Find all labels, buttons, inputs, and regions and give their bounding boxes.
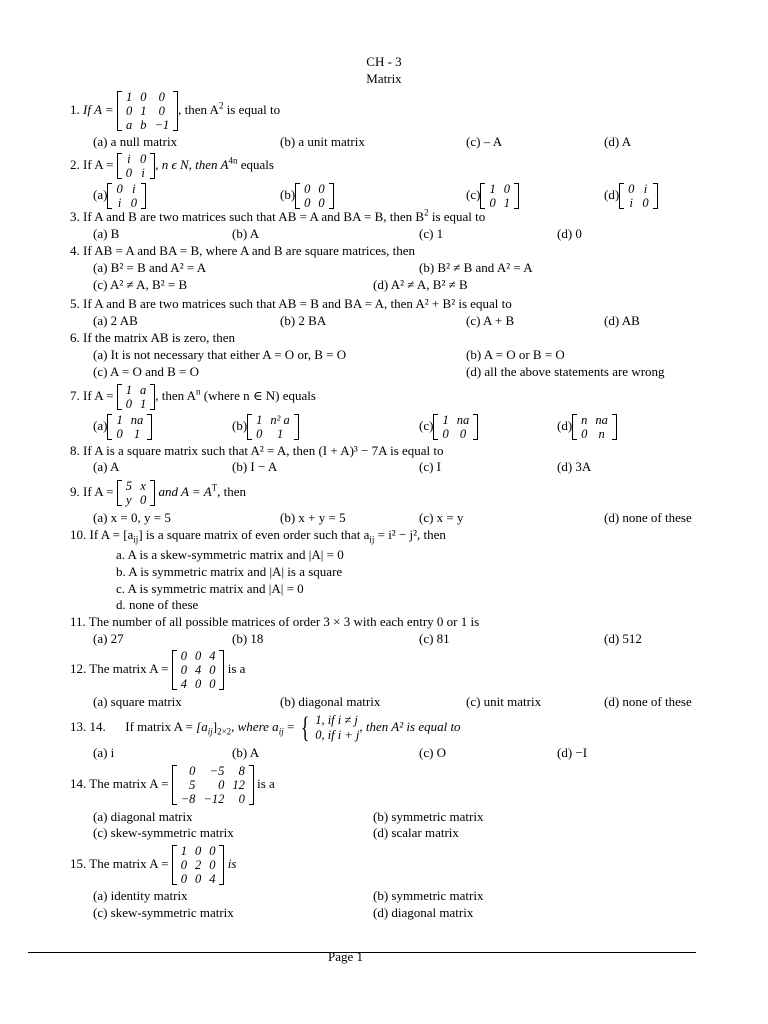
- matrix-cell: 0: [642, 196, 649, 211]
- matrix-q14: [172, 764, 254, 806]
- q3-option-c: (c) 1: [419, 226, 444, 241]
- matrix-cell: 0: [459, 427, 467, 442]
- q13-option-a: (a) i: [93, 745, 115, 760]
- matrix-row: [112, 196, 141, 210]
- matrix-cell: 1: [140, 104, 147, 119]
- matrix-cell: b: [140, 118, 147, 133]
- q12-option-b: (b) diagonal matrix: [280, 694, 381, 709]
- matrix-cell: 4: [209, 649, 216, 664]
- q7-option-c: (c) 1 na 0 0: [419, 410, 478, 442]
- matrix-row: [177, 764, 249, 778]
- matrix-cell: 0: [209, 858, 216, 873]
- q14-option-b: (b) symmetric matrix: [373, 809, 484, 824]
- matrix-cell: 1: [442, 413, 449, 428]
- q3-option-b: (b) A: [232, 226, 260, 241]
- matrix-row: [438, 427, 473, 441]
- matrix-cell: 4: [209, 872, 216, 887]
- matrix-row: [438, 413, 473, 427]
- matrix-cell: i: [132, 182, 136, 197]
- matrix-q2-a: [107, 182, 146, 210]
- matrix-row: [122, 397, 151, 411]
- matrix-cell: i: [127, 152, 131, 167]
- matrix-q9: [117, 479, 156, 507]
- piecewise-cases: 1, if i ≠ j 0, if i + j: [315, 713, 360, 743]
- matrix-row: [485, 196, 514, 210]
- matrix-cell: 1: [133, 427, 141, 442]
- matrix-row: [177, 792, 249, 806]
- matrix-row: [122, 383, 151, 397]
- matrix-cell: 0: [140, 90, 147, 105]
- matrix-q7-a: [107, 413, 152, 441]
- question-8: 8. If A is a square matrix such that A² = A, then (I + A)³ − 7A is equal to: [70, 443, 444, 458]
- matrix-cell: 0: [158, 104, 165, 119]
- q15-option-d: (d) diagonal matrix: [373, 905, 474, 920]
- question-1: 1. If A = 1 0 0 0 1 0 a b −1 , then $A^2$ is equal to: [70, 90, 281, 133]
- question-5: 5. If A and B are two matrices such that AB = B and BA = A, then A² + B² is equal to: [70, 296, 512, 311]
- matrix-cell: 0: [180, 663, 187, 678]
- matrix-row: [122, 166, 151, 180]
- matrix-cell: 0: [442, 427, 449, 442]
- q6-option-a: (a) It is not necessary that either A = O or, B = O: [93, 347, 347, 362]
- matrix-row: [577, 427, 612, 441]
- q8-option-b: (b) I − A: [232, 459, 278, 474]
- q1-option-a: (a) a null matrix: [93, 134, 178, 149]
- matrix-cell: 0: [318, 182, 325, 197]
- matrix-cell: 0: [218, 778, 225, 793]
- matrix-row: [177, 677, 220, 691]
- matrix-cell: 0: [489, 196, 496, 211]
- matrix-cell: 1: [256, 413, 263, 428]
- q6-option-c: (c) A = O and B = O: [93, 364, 200, 379]
- q13-option-c: (c) O: [419, 745, 447, 760]
- q1-option-d: (d) A: [604, 134, 632, 149]
- matrix-cell: 0: [628, 182, 635, 197]
- chapter-heading: CH - 3: [366, 54, 402, 69]
- matrix-q2-b: [295, 182, 334, 210]
- matrix-cell: 0: [125, 397, 132, 412]
- question-14: 14. The matrix A = 0 −5 8 5 0 12 −8 −12 0 is a: [70, 764, 275, 807]
- question-13: 13. 14. If matrix $A = [a_{ij}]_{2\times 2}$, where $a_{ij}$ = { 1, if i ≠ j 0, if i + j, then A² is equal to: [70, 711, 461, 745]
- matrix-cell: na: [130, 413, 144, 428]
- matrix-cell: 0: [256, 427, 263, 442]
- q6-option-d: (d) all the above statements are wrong: [466, 364, 665, 379]
- q8-option-d: (d) 3A: [557, 459, 592, 474]
- matrix-row: [177, 858, 220, 872]
- matrix-cell: −8: [180, 792, 196, 807]
- matrix-cell: 0: [194, 649, 202, 664]
- matrix-cell: 1: [503, 196, 510, 211]
- q11-option-b: (b) 18: [232, 631, 264, 646]
- matrix-cell: 5: [125, 479, 132, 494]
- q11-option-a: (a) 27: [93, 631, 124, 646]
- matrix-cell: 1: [125, 90, 133, 105]
- matrix-cell: 4: [180, 677, 187, 692]
- q1-option-b: (b) a unit matrix: [280, 134, 365, 149]
- matrix-row: [300, 182, 329, 196]
- q9-option-a: (a) x = 0, y = 5: [93, 510, 171, 525]
- q11-option-c: (c) 81: [419, 631, 450, 646]
- matrix-row: [577, 413, 612, 427]
- q7-option-a: (a) 1 na 0 1: [93, 410, 152, 442]
- matrix-q7-b: [247, 413, 299, 441]
- topic-heading: Matrix: [366, 71, 402, 86]
- matrix-cell: a: [139, 383, 147, 398]
- question-10: 10. If $A = [a_{ij}]$ is a square matrix of even order such that $a_{ij} = i^2 - j^2$, then: [70, 527, 446, 545]
- matrix-row: [122, 118, 173, 132]
- matrix-row: [122, 90, 173, 104]
- matrix-cell: i: [643, 182, 648, 197]
- q8-option-a: (a) A: [93, 459, 120, 474]
- q15-option-c: (c) skew-symmetric matrix: [93, 905, 234, 920]
- matrix-row: [485, 182, 514, 196]
- matrix-row: [122, 152, 151, 166]
- matrix-cell: a: [125, 118, 133, 133]
- matrix-cell: 0: [194, 844, 202, 859]
- q10-option-a: a. A is a skew-symmetric matrix and |A| = 0: [116, 547, 344, 562]
- question-15: 15. The matrix A = 1 0 0 0 2 0 0 0 4 is: [70, 844, 237, 887]
- q14-option-a: (a) diagonal matrix: [93, 809, 193, 824]
- matrix-cell: 1: [125, 383, 132, 398]
- q12-option-c: (c) unit matrix: [466, 694, 542, 709]
- matrix-cell: 0: [125, 166, 132, 181]
- matrix-cell: −5: [209, 764, 225, 779]
- q12-option-d: (d) none of these: [604, 694, 692, 709]
- matrix-cell: 1: [139, 397, 147, 412]
- matrix-row: [300, 196, 329, 210]
- matrix-q7-c: [433, 413, 478, 441]
- q12-option-a: (a) square matrix: [93, 694, 182, 709]
- q13-option-b: (b) A: [232, 745, 260, 760]
- matrix-cell: n² a: [270, 413, 290, 428]
- matrix-row: [112, 427, 147, 441]
- matrix-cell: n: [581, 413, 588, 428]
- question-9: 9. If A = 5 x y 0 and $A = A^T$, then: [70, 479, 247, 508]
- q4-option-c: (c) A² ≠ A, B² = B: [93, 277, 188, 292]
- matrix-cell: 0: [503, 182, 510, 197]
- question-12: 12. The matrix A = 0 0 4 0 4 0 4 0 0 is a: [70, 649, 246, 692]
- matrix-cell: 0: [180, 872, 187, 887]
- q2-option-d: (d) 0 i i 0: [604, 179, 658, 211]
- matrix-cell: 4: [194, 663, 202, 678]
- matrix-q15: [172, 844, 225, 886]
- matrix-row: [177, 778, 249, 792]
- matrix-cell: 12: [232, 778, 245, 793]
- q15-option-a: (a) identity matrix: [93, 888, 188, 903]
- q10-option-b: b. A is symmetric matrix and |A| is a square: [116, 564, 343, 579]
- q10-option-d: d. none of these: [116, 597, 199, 612]
- matrix-cell: na: [595, 413, 608, 428]
- matrix-row: [252, 427, 294, 441]
- question-2: 2. If A = i 0 0 i , n ϵ N, then $A^{4n}$ equals: [70, 152, 274, 181]
- matrix-cell: i: [141, 166, 145, 181]
- question-7: 7. If A = 1 a 0 1 , then $A^n$ (where n ∈ N) equals: [70, 383, 316, 412]
- matrix-cell: 0: [318, 196, 325, 211]
- matrix-cell: −12: [203, 792, 225, 807]
- matrix-q12: [172, 649, 225, 691]
- case-brace: {: [300, 711, 310, 745]
- q2-option-c: (c) 1 0 0 1: [466, 179, 519, 211]
- matrix-cell: 2: [194, 858, 202, 873]
- matrix-cell: 0: [180, 649, 187, 664]
- q5-option-d: (d) AB: [604, 313, 640, 328]
- matrix-cell: x: [140, 479, 146, 494]
- question-11: 11. The number of all possible matrices of order 3 × 3 with each entry 0 or 1 is: [70, 614, 480, 629]
- matrix-row: [177, 663, 220, 677]
- q8-option-c: (c) I: [419, 459, 442, 474]
- q11-option-d: (d) 512: [604, 631, 642, 646]
- q15-option-b: (b) symmetric matrix: [373, 888, 484, 903]
- matrix-cell: 0: [581, 427, 588, 442]
- matrix-cell: 1: [116, 413, 123, 428]
- matrix-cell: 0: [116, 182, 123, 197]
- matrix-row: [122, 493, 151, 507]
- matrix-q1: [117, 90, 178, 132]
- q14-option-c: (c) skew-symmetric matrix: [93, 825, 234, 840]
- q5-option-a: (a) 2 AB: [93, 313, 138, 328]
- q9-option-b: (b) x + y = 5: [280, 510, 346, 525]
- matrix-cell: 0: [209, 677, 216, 692]
- matrix-cell: 0: [158, 90, 165, 105]
- matrix-q2: [117, 152, 156, 180]
- matrix-cell: i: [117, 196, 122, 211]
- matrix-cell: na: [456, 413, 470, 428]
- q13-option-d: (d) −I: [557, 745, 588, 760]
- matrix-q2-c: [480, 182, 519, 210]
- matrix-cell: 0: [139, 493, 147, 508]
- matrix-cell: 0: [180, 858, 187, 873]
- matrix-q2-d: [619, 182, 658, 210]
- matrix-row: [112, 413, 147, 427]
- matrix-row: [177, 844, 220, 858]
- q2-option-a: (a) 0 i i 0: [93, 179, 146, 211]
- matrix-cell: −1: [154, 118, 170, 133]
- q9-option-c: (c) x = y: [419, 510, 464, 525]
- q4-option-b: (b) B² ≠ B and A² = A: [419, 260, 533, 275]
- q6-option-b: (b) A = O or B = O: [466, 347, 565, 362]
- question-3: 3. If A and B are two matrices such that AB = A and BA = B, then $B^2$ is equal to: [70, 207, 486, 224]
- question-4: 4. If AB = A and BA = B, where A and B are square matrices, then: [70, 243, 416, 258]
- q5-option-b: (b) 2 BA: [280, 313, 327, 328]
- matrix-cell: 1: [276, 427, 284, 442]
- matrix-row: [624, 196, 653, 210]
- matrix-cell: 0: [304, 182, 311, 197]
- q3-option-d: (d) 0: [557, 226, 582, 241]
- matrix-cell: n: [598, 427, 605, 442]
- q2-option-b: (b) 0 0 0 0: [280, 179, 334, 211]
- matrix-row: [122, 479, 151, 493]
- matrix-row: [112, 182, 141, 196]
- q10-option-c: c. A is symmetric matrix and |A| = 0: [116, 581, 304, 596]
- matrix-cell: y: [126, 493, 132, 508]
- matrix-cell: 1: [489, 182, 496, 197]
- matrix-cell: 0: [194, 872, 202, 887]
- q7-option-d: (d) n na 0 n: [557, 410, 617, 442]
- matrix-cell: 0: [139, 152, 147, 167]
- matrix-q7-d: [572, 413, 617, 441]
- matrix-row: [624, 182, 653, 196]
- q9-option-d: (d) none of these: [604, 510, 692, 525]
- q7-option-b: (b) 1 n² a 0 1: [232, 410, 299, 442]
- matrix-cell: 5: [189, 778, 196, 793]
- matrix-row: [177, 649, 220, 663]
- matrix-cell: 0: [304, 196, 311, 211]
- q4-option-d: (d) A² ≠ A, B² ≠ B: [373, 277, 468, 292]
- matrix-cell: 0: [189, 764, 196, 779]
- q4-option-a: (a) B² = B and A² = A: [93, 260, 207, 275]
- question-6: 6. If the matrix AB is zero, then: [70, 330, 235, 345]
- matrix-row: [122, 104, 173, 118]
- q14-option-d: (d) scalar matrix: [373, 825, 459, 840]
- matrix-row: [252, 413, 294, 427]
- matrix-cell: 0: [194, 677, 202, 692]
- matrix-cell: 0: [209, 844, 216, 859]
- q3-option-a: (a) B: [93, 226, 120, 241]
- page-number: Page 1: [328, 949, 364, 964]
- matrix-cell: i: [629, 196, 634, 211]
- matrix-cell: 8: [238, 764, 245, 779]
- q5-option-c: (c) A + B: [466, 313, 515, 328]
- matrix-cell: 0: [125, 104, 133, 119]
- matrix-q7: [117, 383, 156, 411]
- matrix-cell: 0: [238, 792, 245, 807]
- q1-option-c: (c) – A: [466, 134, 503, 149]
- matrix-row: [177, 872, 220, 886]
- matrix-cell: 0: [130, 196, 137, 211]
- matrix-cell: 0: [116, 427, 123, 442]
- matrix-cell: 1: [180, 844, 187, 859]
- matrix-cell: 0: [209, 663, 216, 678]
